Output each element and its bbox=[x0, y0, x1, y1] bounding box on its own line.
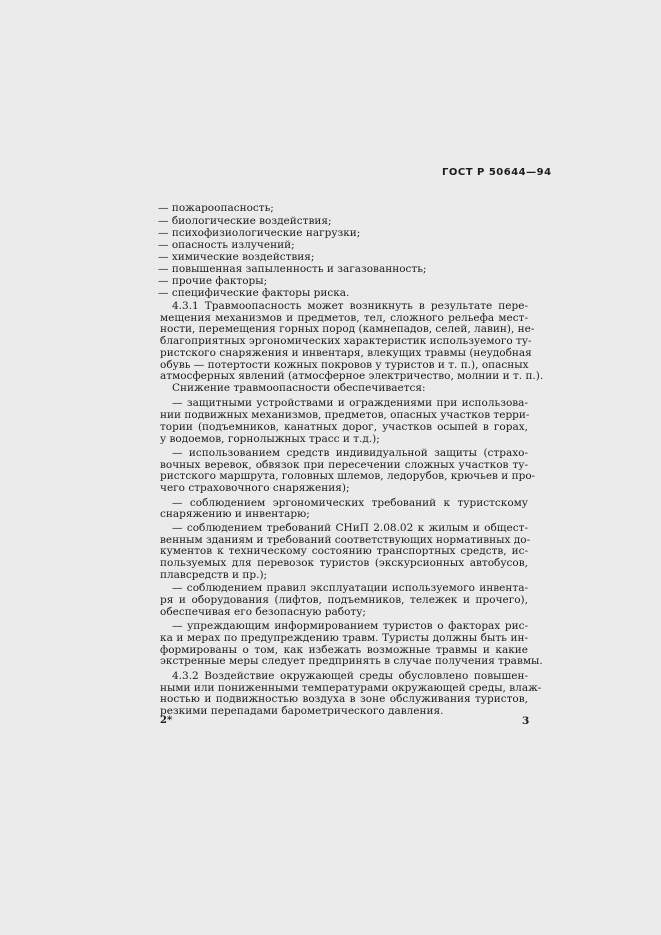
body-text-line: — упреждающим информированием туристов о факторах рис- bbox=[172, 620, 528, 632]
body-text-line: атмосферных явлений (атмосферное электричество, молнии и т. п.). bbox=[160, 370, 544, 382]
risk-factor-item: — психофизиологические нагрузки; bbox=[158, 227, 361, 239]
body-text-line: ка и мерах по предупреждению травм. Туристы должны быть ин- bbox=[160, 632, 528, 644]
body-text-line: ристского снаряжения и инвентаря, влекущих травмы (неудобная bbox=[160, 347, 532, 359]
page-number: 3 bbox=[522, 715, 530, 727]
body-text-line: мещения механизмов и предметов, тел, сложного рельефа мест- bbox=[160, 312, 528, 324]
body-text-line: — защитными устройствами и ограждениями при использова- bbox=[172, 397, 528, 409]
signature-mark: 2* bbox=[160, 715, 173, 726]
body-text-line: нии подвижных механизмов, предметов, опасных участков терри- bbox=[160, 409, 530, 421]
risk-factor-item: — прочие факторы; bbox=[158, 275, 268, 287]
body-text-line: 4.3.1 Травмоопасность может возникнуть в результате пере- bbox=[172, 300, 528, 312]
body-text-line: ностью и подвижностью воздуха в зоне обслуживания туристов, bbox=[160, 693, 528, 705]
risk-factor-item: — химические воздействия; bbox=[158, 251, 315, 263]
risk-factor-item: — пожароопасность; bbox=[158, 202, 274, 214]
standard-code-header: ГОСТ Р 50644—94 bbox=[442, 167, 552, 178]
risk-factor-item: — специфические факторы риска. bbox=[158, 287, 350, 299]
body-text-line: обеспечивая его безопасную работу; bbox=[160, 606, 366, 618]
body-text-line: обувь — потертости кожных покровов у туристов и т. п.), опасных bbox=[160, 359, 529, 371]
risk-factor-item: — повышенная запыленность и загазованность; bbox=[158, 263, 427, 275]
risk-factor-item: — опасность излучений; bbox=[158, 239, 295, 251]
body-text-line: Снижение травмоопасности обеспечивается: bbox=[172, 382, 426, 394]
risk-factor-item: — биологические воздействия; bbox=[158, 215, 332, 227]
body-text-line: снаряжению и инвентарю; bbox=[160, 508, 310, 520]
body-text-line: формированы о том, как избежать возможные травмы и какие bbox=[160, 644, 528, 656]
body-text-line: ности, перемещения горных пород (камнепадов, селей, лавин), не- bbox=[160, 323, 535, 335]
body-text-line: 4.3.2 Воздействие окружающей среды обусловлено повышен- bbox=[172, 670, 528, 682]
body-text-line: вочных веревок, обвязок при пересечении сложных участков ту- bbox=[160, 459, 528, 471]
body-text-line: — соблюдением эргономических требований к туристскому bbox=[172, 497, 528, 509]
body-text-line: — соблюдением правил эксплуатации используемого инвента- bbox=[172, 582, 528, 594]
body-text-line: ристского маршрута, головных шлемов, ледорубов, крючьев и про- bbox=[160, 470, 536, 482]
body-text-line: благоприятных эргономических характеристик используемого ту- bbox=[160, 335, 532, 347]
body-text-line: пользуемых для перевозок туристов (экскурсионных автобусов, bbox=[160, 557, 528, 569]
body-text-line: экстренные меры следует предпринять в случае получения травмы. bbox=[160, 655, 543, 667]
body-text-line: плавсредств и пр.); bbox=[160, 569, 268, 581]
body-text-line: — использованием средств индивидуальной защиты (страхо- bbox=[172, 447, 528, 459]
body-text-line: тории (подъемников, канатных дорог, участков осыпей в горах, bbox=[160, 421, 528, 433]
body-text-line: ными или пониженными температурами окружающей среды, влаж- bbox=[160, 682, 542, 694]
body-text-line: у водоемов, горнолыжных трасс и т.д.); bbox=[160, 433, 380, 445]
body-text-line: чего страховочного снаряжения); bbox=[160, 482, 350, 494]
body-text-line: — соблюдением требований СНиП 2.08.02 к жилым и общест- bbox=[172, 522, 528, 534]
body-text-line: венным зданиям и требований соответствующих нормативных до- bbox=[160, 534, 531, 546]
body-text-line: резкими перепадами барометрического давления. bbox=[160, 705, 444, 717]
body-text-line: кументов к техническому состоянию транспортных средств, ис- bbox=[160, 545, 528, 557]
body-text-line: ря и оборудования (лифтов, подъемников, тележек и прочего), bbox=[160, 594, 528, 606]
